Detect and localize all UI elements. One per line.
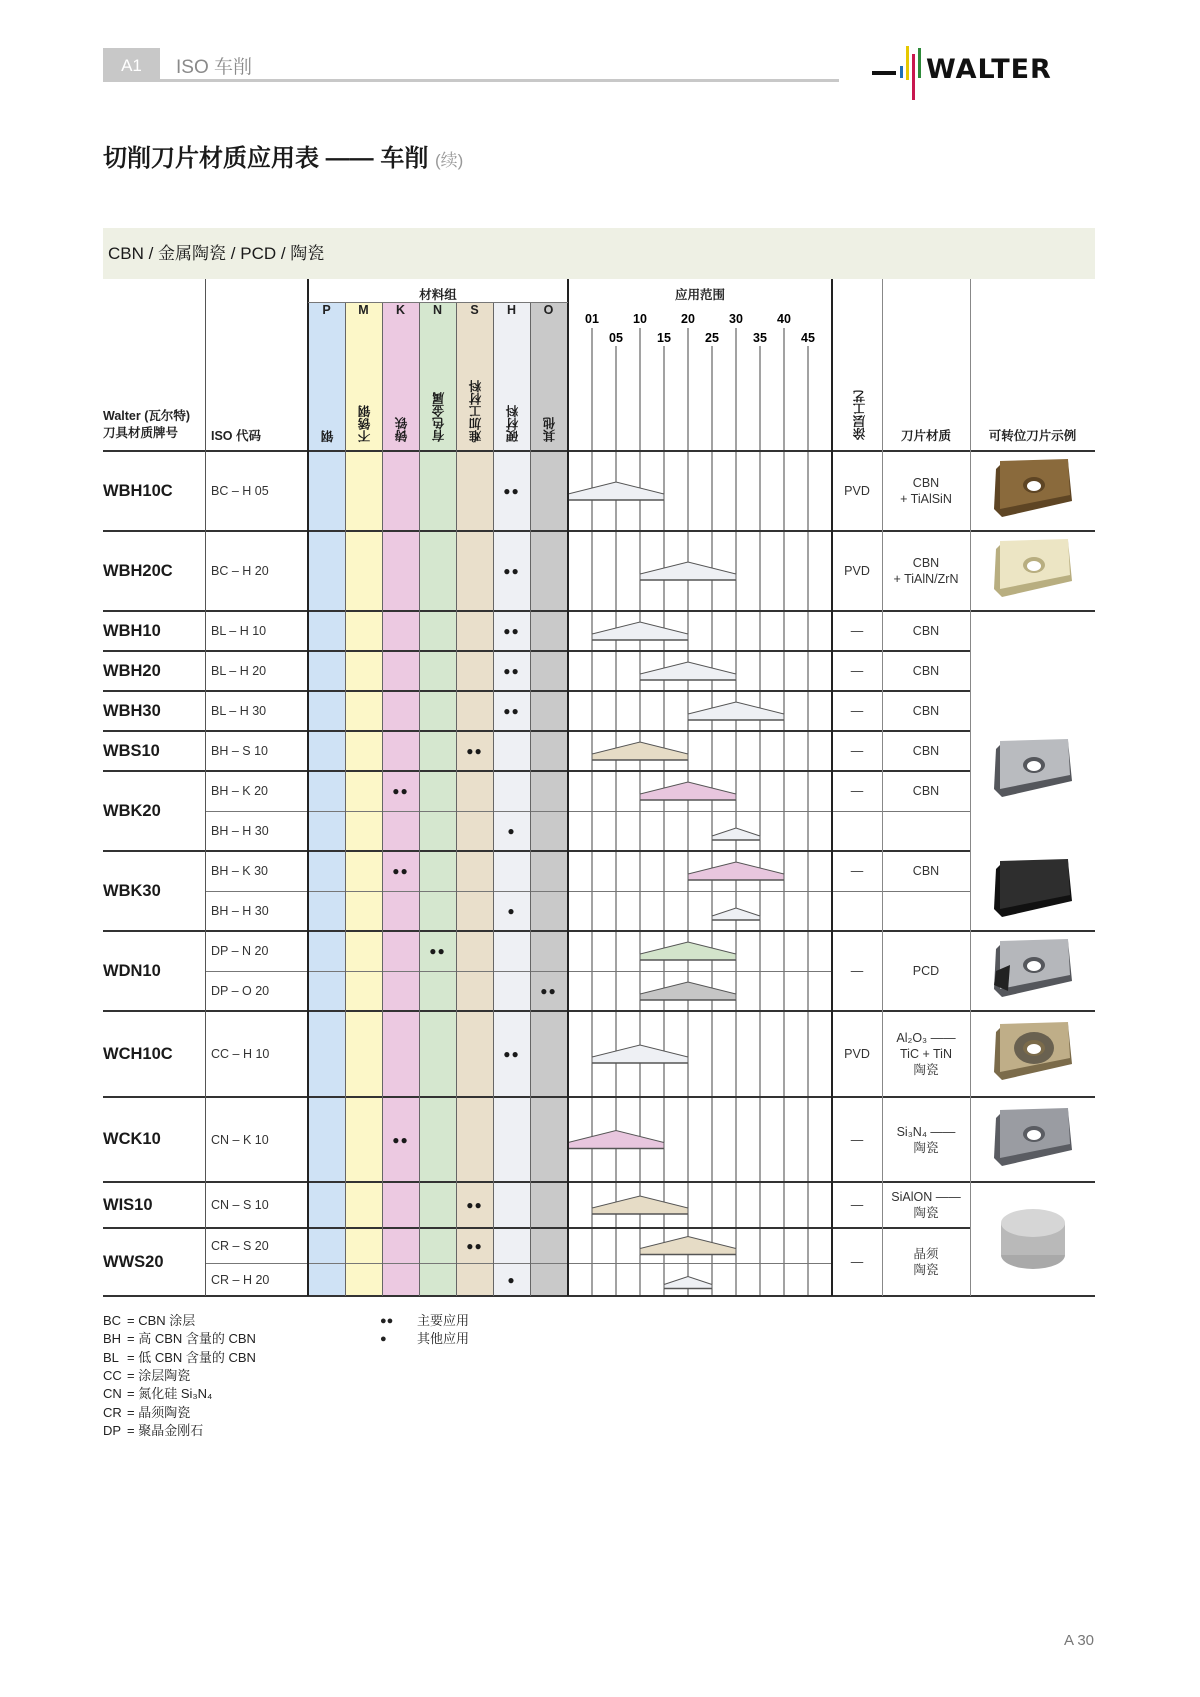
grade-name: WBH10 <box>103 621 161 640</box>
insert-material <box>882 531 970 611</box>
grade-header <box>103 408 190 442</box>
row-divider <box>205 891 970 892</box>
legend-code-text: = 高 CBN 含量的 CBN <box>127 1331 256 1347</box>
usage-dots: ●● <box>503 484 520 498</box>
iso-code: BL – H 30 <box>211 704 267 718</box>
material-column-divider <box>456 302 457 1296</box>
tick-label: 45 <box>801 331 815 345</box>
insert-material-line: CBN <box>912 864 940 878</box>
column-divider <box>567 279 569 1296</box>
svg-text:WALTER: WALTER <box>926 54 1052 85</box>
coating-value: PVD <box>844 564 870 578</box>
legend-code: CC <box>103 1367 122 1383</box>
application-range-marker <box>688 702 784 720</box>
row-divider <box>103 730 970 732</box>
section-code: A1 <box>103 48 160 82</box>
insert-material <box>882 811 970 851</box>
insert-example <box>970 1182 1095 1296</box>
material-column-divider <box>345 302 346 1296</box>
legend-code: CR <box>103 1404 122 1420</box>
insert-black-image <box>988 855 1078 927</box>
insert-material-line: + TiAlSiN <box>900 492 952 506</box>
insert-material <box>882 611 970 651</box>
iso-code: CR – H 20 <box>211 1272 270 1287</box>
grade-name: WDN10 <box>103 961 161 980</box>
group-letter-K: K <box>395 303 406 317</box>
insert-example <box>970 451 1095 531</box>
insert-material-line: 陶瓷 <box>913 1263 939 1277</box>
tick-label: 05 <box>609 331 623 345</box>
row-divider <box>103 850 970 852</box>
application-range-marker <box>568 482 664 500</box>
tick-label: 30 <box>729 312 743 326</box>
iso-code: DP – O 20 <box>211 984 270 998</box>
application-range-chart <box>568 279 832 1296</box>
coating-value: — <box>850 704 864 718</box>
row-divider <box>205 1263 832 1264</box>
legend-code: CN <box>103 1386 122 1402</box>
insert-gray-image <box>988 735 1078 807</box>
insert-material-line: 陶瓷 <box>913 1206 939 1220</box>
usage-dots: ●● <box>466 1238 483 1253</box>
material-column-divider <box>419 302 420 1296</box>
iso-code: BH – K 30 <box>211 864 268 878</box>
grade-name: WBK20 <box>103 801 161 820</box>
row-divider <box>103 1181 1095 1183</box>
grade-name: WWS20 <box>103 1252 164 1271</box>
legend-dot-text: 主要应用 <box>417 1313 470 1328</box>
insert-example <box>970 1011 1095 1097</box>
grade-name: WCK10 <box>103 1130 161 1148</box>
insert-material <box>882 891 970 931</box>
grade-name: WIS10 <box>103 1195 153 1214</box>
application-range-marker <box>664 1277 712 1289</box>
group-letter-H: H <box>506 303 517 317</box>
legend-dot-symbol: ● <box>380 1333 387 1346</box>
usage-dots: ●● <box>503 624 520 638</box>
group-label-P: 钢 <box>321 429 335 442</box>
row-divider <box>103 1096 1095 1098</box>
group-letter-P: P <box>322 303 331 317</box>
iso-code: CR – S 20 <box>211 1238 269 1253</box>
grade-name: WBH10C <box>103 481 173 500</box>
usage-dots: ●● <box>392 784 409 798</box>
insert-material <box>882 651 970 691</box>
row-divider <box>103 610 1095 612</box>
application-range-marker <box>592 742 688 760</box>
application-range-marker <box>712 908 760 920</box>
application-range-marker <box>640 1237 736 1255</box>
group-label-K: 铸铁 <box>395 417 409 442</box>
application-range-marker <box>640 782 736 800</box>
insert-material-line: + TiAlN/ZrN <box>893 572 959 586</box>
iso-code: BC – H 20 <box>211 564 269 578</box>
usage-dots: ● <box>507 1272 516 1287</box>
insert-material <box>882 1097 970 1182</box>
material-group-header: 材料组 <box>419 288 457 302</box>
insert-material-line: CBN <box>912 476 940 490</box>
insert-material-line: CBN <box>912 664 940 678</box>
page-number: A 30 <box>1064 1632 1095 1649</box>
legend-code-text: = 氮化硅 Si₃N₄ <box>127 1386 213 1402</box>
iso-code: BH – H 30 <box>211 824 269 838</box>
application-range-marker <box>640 562 736 580</box>
grade-name: WBH20 <box>103 661 161 680</box>
group-letter-N: N <box>432 303 443 317</box>
row-divider <box>205 971 832 972</box>
application-range-marker <box>640 982 736 1000</box>
material-column-divider <box>382 302 383 1296</box>
grade-name: WBS10 <box>103 741 160 760</box>
material-column-divider <box>530 302 531 1296</box>
coating-header: 涂层工艺 <box>853 390 867 440</box>
group-label-H: 硬材料 <box>506 404 520 442</box>
usage-dots: ●● <box>540 984 557 998</box>
group-label-S: 难加工材料 <box>469 379 483 442</box>
insert-material-line: 晶须 <box>913 1247 939 1261</box>
insert-example <box>970 851 1095 931</box>
column-divider <box>307 279 309 1296</box>
application-range-marker <box>640 662 736 680</box>
title-main: 切削刀片材质应用表 —— 车削 <box>103 145 429 172</box>
row-divider <box>103 1010 1095 1012</box>
coating-value: — <box>850 624 864 638</box>
grade-header-line: 刀具材质牌号 <box>103 426 179 440</box>
usage-dots: ●● <box>392 864 409 878</box>
tick-label: 40 <box>777 312 791 326</box>
application-range-marker <box>592 622 688 640</box>
grade-name: WCH10C <box>103 1044 173 1063</box>
insert-si3n4-image <box>988 1104 1078 1176</box>
legend-code-text: = 低 CBN 含量的 CBN <box>127 1349 256 1365</box>
insert-material-line: 陶瓷 <box>913 1140 939 1155</box>
column-divider <box>882 279 883 1296</box>
iso-code-header: ISO 代码 <box>211 429 262 443</box>
grade-name: WBH30 <box>103 701 161 720</box>
iso-code: BL – H 20 <box>211 664 267 678</box>
insert-material-line: PCD <box>912 964 940 978</box>
legend-code-text: = 聚晶金刚石 <box>127 1422 204 1438</box>
usage-dots: ●● <box>503 704 520 718</box>
application-range-marker <box>568 1131 664 1149</box>
iso-code: CC – H 10 <box>211 1047 270 1061</box>
section-title: ISO 车削 <box>176 57 253 78</box>
grade-header-line: Walter (瓦尔特) <box>103 409 191 423</box>
group-label-M: 不锈钢 <box>358 404 372 442</box>
insert-material-line: TiC + TiN <box>900 1047 952 1061</box>
insert-material-line: CBN <box>912 704 940 718</box>
legend-code: BC <box>103 1313 122 1328</box>
application-range-marker <box>592 1045 688 1063</box>
legend-code: DP <box>103 1422 122 1438</box>
insert-material <box>882 851 970 891</box>
usage-dots: ●● <box>503 1047 520 1061</box>
coating-value: PVD <box>844 1047 870 1061</box>
row-divider <box>103 930 1095 932</box>
insert-material <box>882 731 970 771</box>
legend-code-text: = CBN 涂层 <box>127 1313 196 1328</box>
usage-dots: ●● <box>392 1132 409 1147</box>
category-band: CBN / 金属陶瓷 / PCD / 陶瓷 <box>103 228 1095 279</box>
coating-value: PVD <box>844 484 870 498</box>
usage-dots: ●● <box>503 664 520 678</box>
coating-value <box>832 811 882 851</box>
row-divider <box>103 530 1095 532</box>
insert-example-header: 可转位刀片示例 <box>988 429 1077 443</box>
insert-material-line: Si₃N₄ —— <box>896 1124 956 1139</box>
insert-material-line: SiAlON —— <box>891 1190 961 1204</box>
coating-value: — <box>850 864 864 878</box>
insert-material-header: 刀片材质 <box>900 429 951 443</box>
coating-value: — <box>850 1255 864 1269</box>
tick-label: 15 <box>657 331 671 345</box>
insert-example <box>970 931 1095 1011</box>
group-letter-M: M <box>358 303 369 317</box>
row-divider <box>205 811 970 812</box>
legend-code: BH <box>103 1331 122 1347</box>
coating-value: — <box>850 784 864 798</box>
row-divider <box>103 1295 1095 1297</box>
usage-dots: ●● <box>466 744 483 758</box>
row-divider <box>103 690 970 692</box>
insert-material-line: Al₂O₃ —— <box>896 1031 956 1045</box>
legend-dot-symbol: ●● <box>380 1315 394 1327</box>
insert-pcd-image <box>988 935 1078 1007</box>
grade-name: WBK30 <box>103 881 161 900</box>
column-divider <box>205 279 206 1296</box>
insert-material <box>882 1182 970 1228</box>
legend-code-text: = 晶须陶瓷 <box>127 1404 191 1420</box>
tick-label: 10 <box>633 312 647 326</box>
iso-code: BH – S 10 <box>211 744 268 758</box>
row-divider <box>103 770 970 772</box>
legend-code-text: = 涂层陶瓷 <box>127 1367 191 1383</box>
row-divider <box>103 450 1095 452</box>
insert-material-line: CBN <box>912 744 940 758</box>
coating-value: — <box>850 664 864 678</box>
column-divider <box>831 279 833 1296</box>
iso-code: BH – K 20 <box>211 784 268 798</box>
group-label-N: 有色金属 <box>432 392 446 442</box>
iso-code: DP – N 20 <box>211 944 269 958</box>
coating-value: — <box>850 1132 864 1147</box>
grade-name: WBH20C <box>103 561 173 580</box>
insert-brown-image <box>988 455 1078 527</box>
insert-material-line: 陶瓷 <box>913 1063 939 1077</box>
usage-dots: ● <box>507 904 516 918</box>
iso-code: BL – H 10 <box>211 624 267 638</box>
iso-code: CN – S 10 <box>211 1198 269 1212</box>
insert-cream-image <box>988 535 1078 607</box>
column-divider <box>970 279 971 1296</box>
insert-round-image <box>988 1203 1078 1275</box>
legend-dot-text: 其他应用 <box>417 1331 470 1347</box>
tick-label: 35 <box>753 331 767 345</box>
application-range-marker <box>688 862 784 880</box>
group-letter-S: S <box>470 303 479 317</box>
insert-material <box>882 931 970 1011</box>
application-range-marker <box>592 1196 688 1214</box>
coating-value: — <box>850 744 864 758</box>
title-suffix: (续) <box>435 151 464 170</box>
page-title <box>103 138 463 173</box>
coating-value <box>832 891 882 931</box>
coating-value: — <box>850 964 864 978</box>
tick-label: 25 <box>705 331 719 345</box>
iso-code: CN – K 10 <box>211 1132 269 1147</box>
insert-material <box>882 691 970 731</box>
insert-example <box>970 1097 1095 1182</box>
row-divider <box>103 1227 970 1229</box>
iso-code: BC – H 05 <box>211 484 269 498</box>
usage-dots: ● <box>507 824 516 838</box>
material-group-divider <box>308 302 568 303</box>
iso-code: BH – H 30 <box>211 904 269 918</box>
insert-material-line: CBN <box>912 624 940 638</box>
tick-label: 20 <box>681 312 695 326</box>
group-label-O: 其他 <box>543 417 557 442</box>
application-range-header: 应用范围 <box>674 288 725 302</box>
walter-logo <box>872 44 1097 102</box>
insert-ceramic-coated-image <box>988 1018 1078 1090</box>
insert-material-line: CBN <box>912 784 940 798</box>
insert-material <box>882 1011 970 1097</box>
tick-label: 01 <box>585 312 599 326</box>
insert-example <box>970 531 1095 611</box>
row-divider <box>103 650 970 652</box>
insert-material <box>882 771 970 811</box>
coating-value: — <box>850 1198 864 1212</box>
insert-material-line: CBN <box>912 556 940 570</box>
usage-dots: ●● <box>503 564 520 578</box>
insert-material <box>882 1228 970 1296</box>
header-divider <box>103 79 839 82</box>
application-range-marker <box>712 828 760 840</box>
group-letter-O: O <box>543 303 554 317</box>
legend-code: BL <box>103 1349 119 1365</box>
material-column-divider <box>493 302 494 1296</box>
usage-dots: ●● <box>466 1198 483 1212</box>
usage-dots: ●● <box>429 944 446 958</box>
application-range-marker <box>640 942 736 960</box>
insert-material <box>882 451 970 531</box>
